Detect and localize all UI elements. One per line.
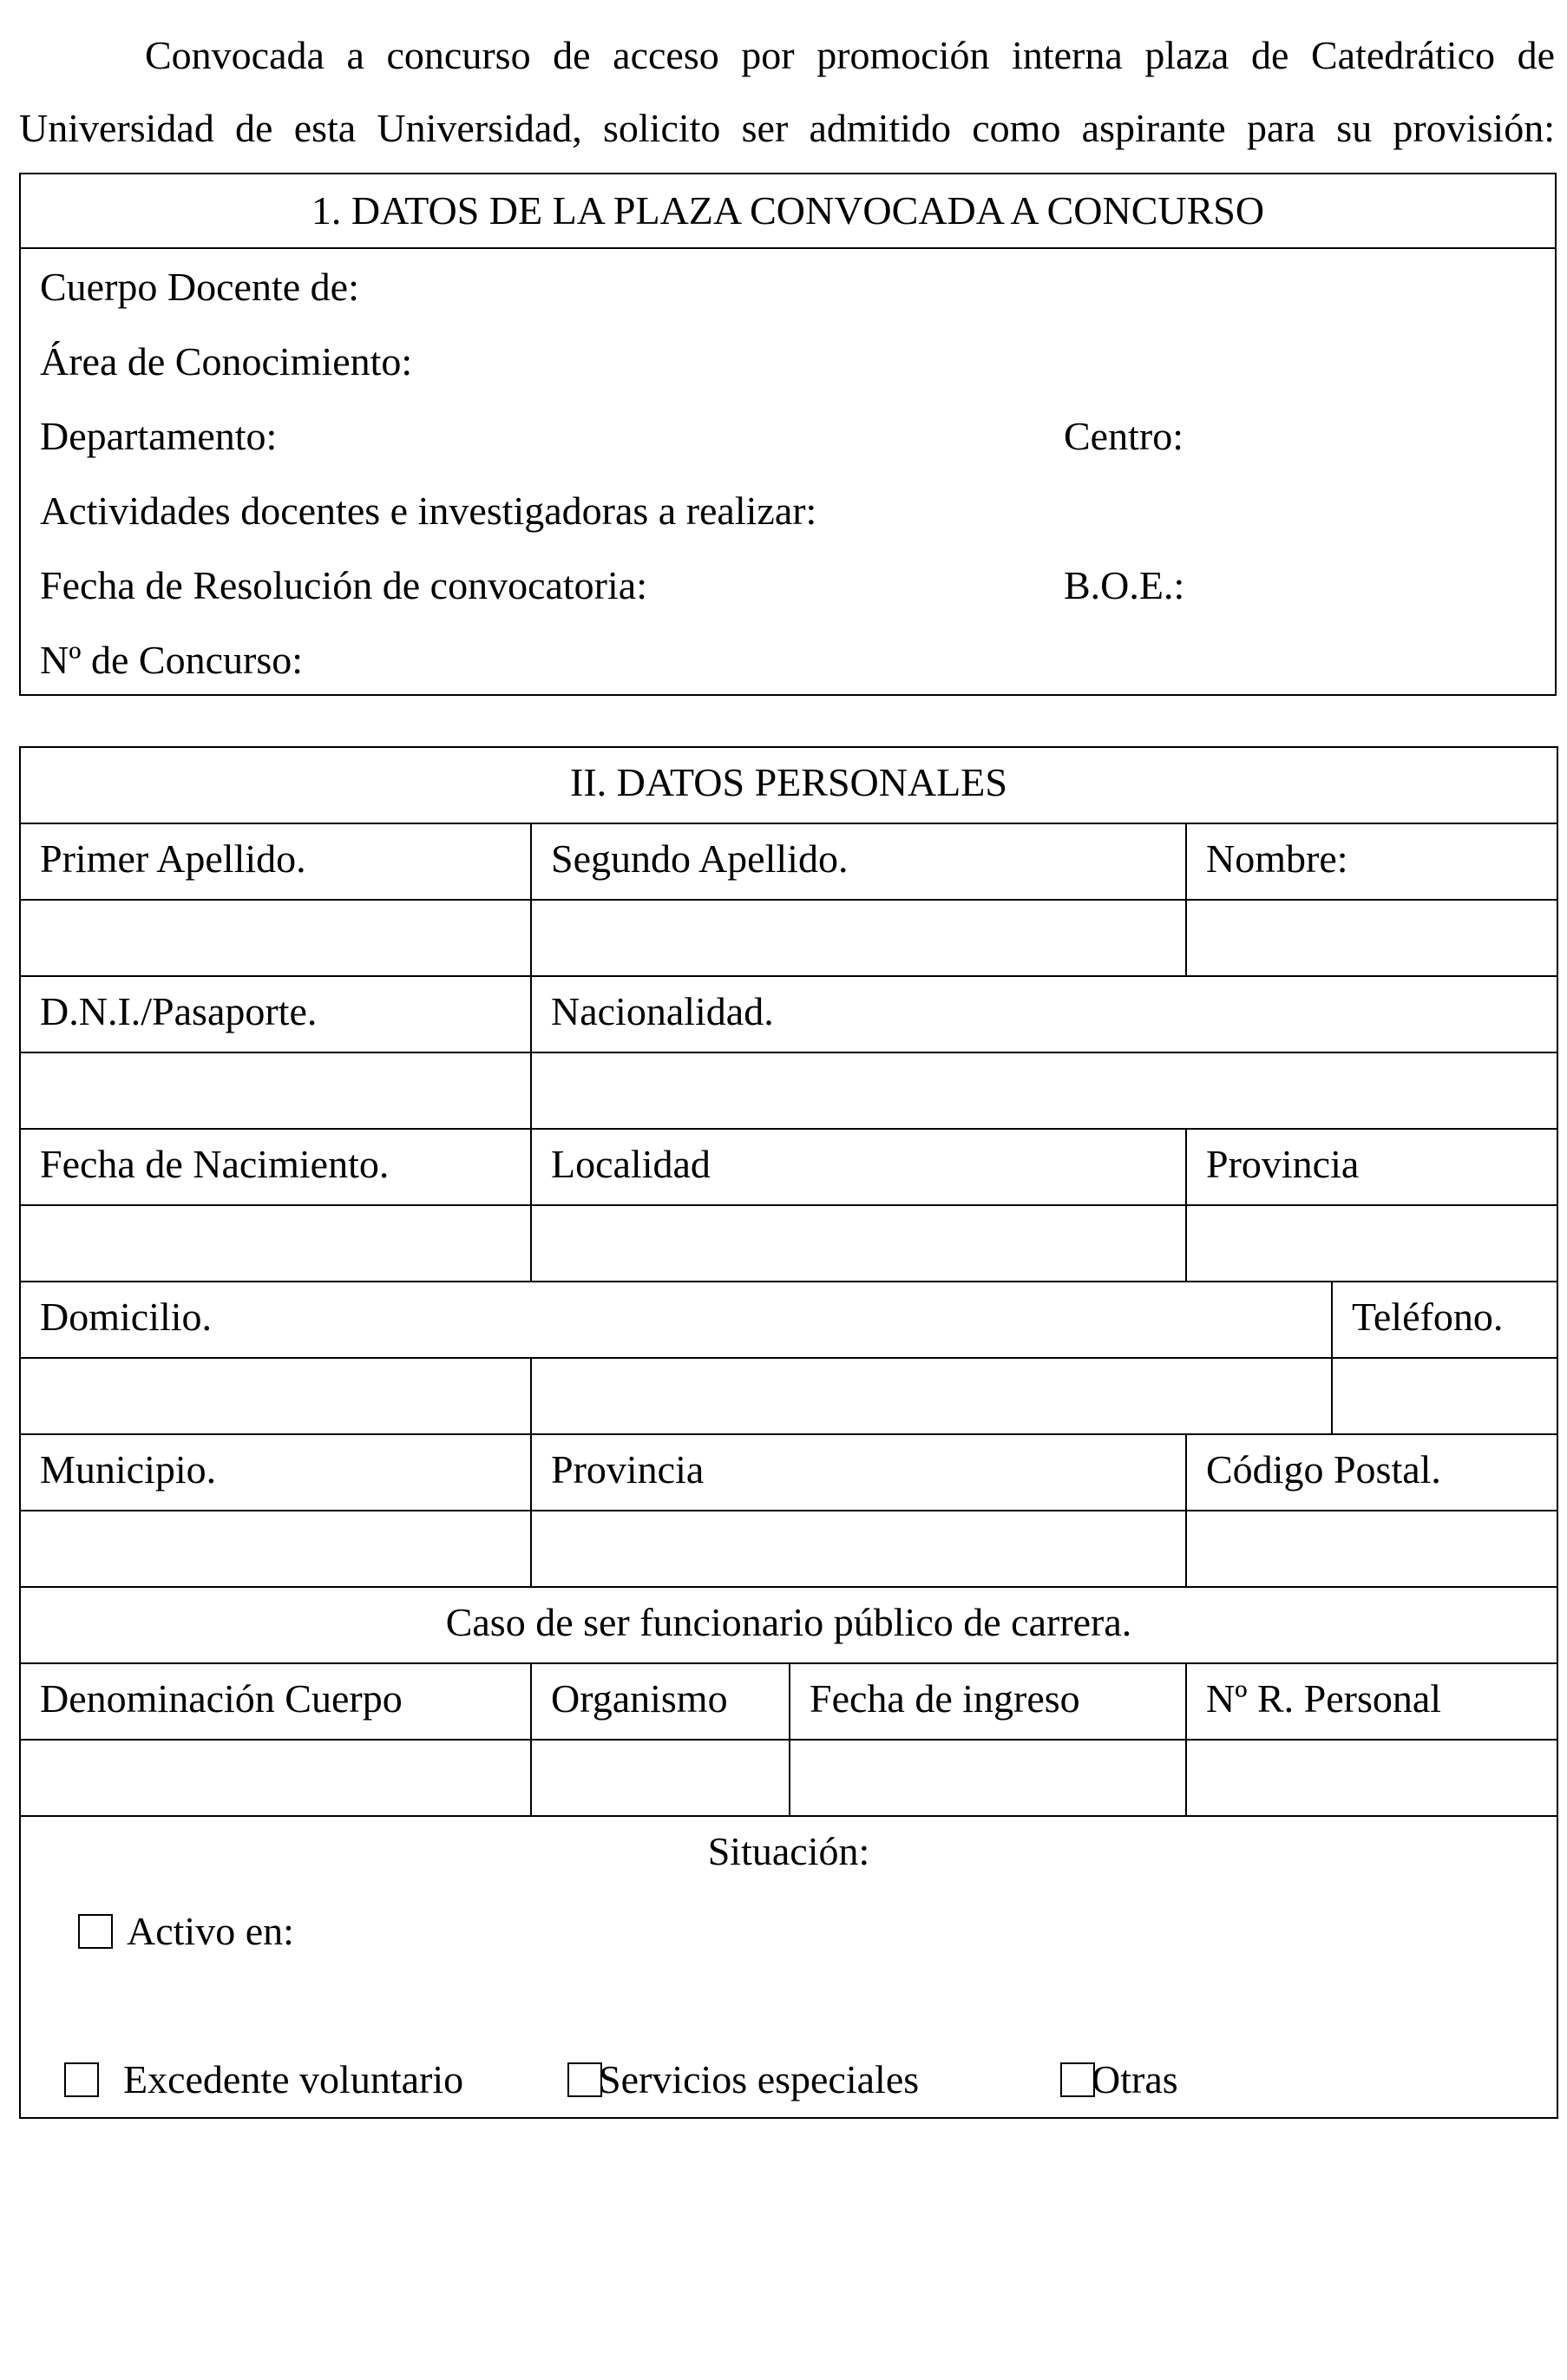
funcionario-title: Caso de ser funcionario público de carrera. <box>20 1587 1557 1663</box>
segundo-apellido-field[interactable] <box>531 900 1186 976</box>
nacionalidad-field[interactable] <box>531 1052 1557 1129</box>
cuerpo-docente-label: Cuerpo Docente de: <box>40 265 359 309</box>
municipio-label: Municipio. <box>20 1434 531 1511</box>
nrp-label: Nº R. Personal <box>1186 1663 1557 1740</box>
personal-section-title: II. DATOS PERSONALES <box>20 747 1557 823</box>
provincia-domicilio-field[interactable] <box>531 1511 1186 1587</box>
area-conocimiento-label: Área de Conocimiento: <box>40 339 413 384</box>
servicios-label: Servicios especiales <box>599 2057 920 2101</box>
intro-paragraph <box>19 19 1555 165</box>
fecha-nacimiento-label: Fecha de Nacimiento. <box>20 1129 531 1205</box>
dni-field[interactable] <box>20 1052 531 1129</box>
fecha-ingreso-field[interactable] <box>790 1740 1186 1816</box>
nombre-field[interactable] <box>1186 900 1557 976</box>
otras-label: Otras <box>1092 2057 1178 2101</box>
primer-apellido-field[interactable] <box>20 900 531 976</box>
provincia-nacimiento-field[interactable] <box>1186 1205 1557 1282</box>
otras-option[interactable] <box>1060 2054 1178 2106</box>
nrp-field[interactable] <box>1186 1740 1557 1816</box>
municipio-field[interactable] <box>20 1511 531 1587</box>
telefono-field[interactable] <box>1332 1358 1557 1434</box>
codigo-postal-label: Código Postal. <box>1186 1434 1557 1511</box>
fecha-ingreso-label: Fecha de ingreso <box>790 1663 1186 1740</box>
numero-concurso-label: Nº de Concurso: <box>40 638 303 682</box>
intro-line-1: Convocada a concurso de acceso por promoción interna plaza de Catedrático de <box>145 33 1555 77</box>
centro-label: Centro: <box>1064 414 1183 458</box>
primer-apellido-label: Primer Apellido. <box>20 823 531 900</box>
provincia-nacimiento-label: Provincia <box>1186 1129 1557 1205</box>
personal-data-table <box>19 746 1558 2119</box>
servicios-option[interactable] <box>567 2054 919 2106</box>
segundo-apellido-label: Segundo Apellido. <box>531 823 1186 900</box>
nacionalidad-label: Nacionalidad. <box>531 976 1557 1052</box>
dni-label: D.N.I./Pasaporte. <box>20 976 531 1052</box>
localidad-field[interactable] <box>531 1205 1186 1282</box>
excedente-checkbox[interactable] <box>64 2062 99 2097</box>
domicilio-field-1[interactable] <box>20 1358 531 1434</box>
departamento-label: Departamento: <box>40 414 278 458</box>
fecha-resolucion-label: Fecha de Resolución de convocatoria: <box>40 563 647 607</box>
domicilio-field-2[interactable] <box>531 1358 1332 1434</box>
intro-line-2: Universidad de esta Universidad, solicito ser admitido como aspirante para su provisión: <box>19 106 1555 150</box>
activo-option[interactable] <box>78 1905 294 1957</box>
provincia-domicilio-label: Provincia <box>531 1434 1186 1511</box>
organismo-label: Organismo <box>531 1663 790 1740</box>
telefono-label: Teléfono. <box>1332 1282 1557 1358</box>
excedente-option[interactable] <box>64 2054 463 2106</box>
excedente-label: Excedente voluntario <box>123 2057 464 2101</box>
denominacion-cuerpo-field[interactable] <box>20 1740 531 1816</box>
plaza-section-title: 1. DATOS DE LA PLAZA CONVOCADA A CONCURSO <box>21 174 1555 249</box>
situacion-cell <box>20 1816 1557 2118</box>
servicios-checkbox[interactable] <box>567 2062 602 2097</box>
otras-checkbox[interactable] <box>1060 2062 1095 2097</box>
situacion-title: Situación: <box>707 1829 870 1873</box>
plaza-section <box>19 173 1557 696</box>
denominacion-cuerpo-label: Denominación Cuerpo <box>20 1663 531 1740</box>
nombre-label: Nombre: <box>1186 823 1557 900</box>
activo-label: Activo en: <box>127 1909 294 1953</box>
activo-checkbox[interactable] <box>78 1914 113 1949</box>
fecha-nacimiento-field[interactable] <box>20 1205 531 1282</box>
domicilio-label: Domicilio. <box>20 1282 1332 1358</box>
codigo-postal-field[interactable] <box>1186 1511 1557 1587</box>
organismo-field[interactable] <box>531 1740 790 1816</box>
boe-label: B.O.E.: <box>1064 563 1185 607</box>
localidad-label: Localidad <box>531 1129 1186 1205</box>
actividades-label: Actividades docentes e investigadoras a realizar: <box>40 488 817 533</box>
